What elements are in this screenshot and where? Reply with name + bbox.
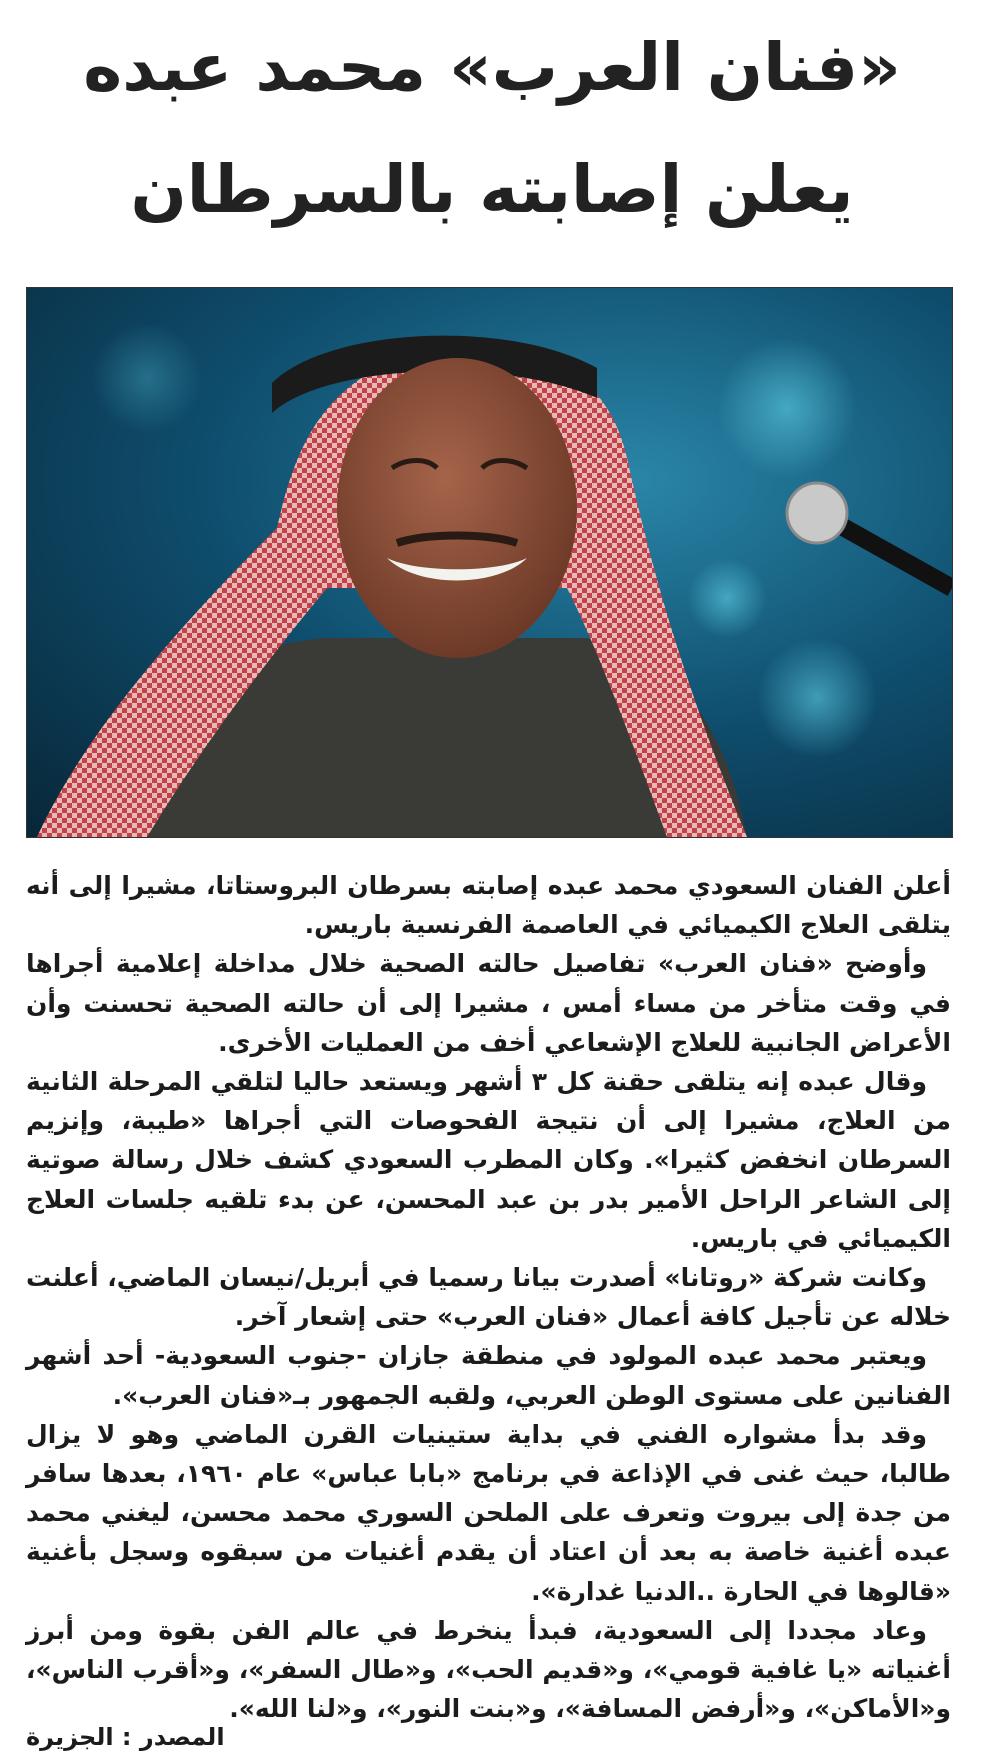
article-paragraph: أعلن الفنان السعودي محمد عبده إصابته بسرطان البروستاتا، مشيرا إلى أنه يتلقى العلاج الكيميائي في العاصمة الفرنسية باريس. — [26, 871, 951, 940]
article-paragraph: وكانت شركة «روتانا» أصدرت بيانا رسميا في أبريل/نيسان الماضي، أعلنت خلاله عن تأجيل كافة أعمال «فنان العرب» حتى إشعار آخر. — [26, 1263, 951, 1332]
article-paragraph: ويعتبر محمد عبده المولود في منطقة جازان -جنوب السعودية- أحد أشهر الفنانين على مستوى الوطن العربي، ولقبه الجمهور بـ«فنان العرب». — [26, 1341, 951, 1410]
article-paragraph: وقال عبده إنه يتلقى حقنة كل ٣ أشهر ويستعد حاليا لتلقي المرحلة الثانية من العلاج، مشيرا إلى أن نتيجة الفحوصات التي أجراها «طيبة، وإنزيم السرطان انخفض كثيرا». وكان المطرب السعودي كشف خلال رسالة صوتية إلى الشاعر الراحل الأمير بدر بن عبد المحسن، عن بدء تلقيه جلسات العلاج الكيميائي في باريس. — [26, 1067, 951, 1253]
headline-line-1: «فنان العرب» محمد عبده — [83, 29, 901, 106]
article-body — [26, 866, 951, 1728]
article-paragraph: وأوضح «فنان العرب» تفاصيل حالته الصحية خلال مداخلة إعلامية أجراها في وقت متأخر من مساء أمس ، مشيرا إلى أن حالته الصحية تحسنت وأن الأعراض الجانبية للعلاج الإشعاعي أخف من العمليات الأخرى. — [26, 949, 951, 1057]
source-credit: المصدر : الجزيرة — [26, 1723, 225, 1751]
article-photo — [26, 287, 953, 838]
article-paragraph: وقد بدأ مشواره الفني في بداية ستينيات القرن الماضي وهو لا يزال طالبا، حيث غنى في الإذاعة في برنامج «بابا عباس» عام ١٩٦٠، بعدها سافر من جدة إلى بيروت وتعرف على الملحن السوري محمد محسن، ليغني محمد عبده أغنية خاصة به بعد أن اعتاد أن يقدم أغنيات من سبقوه وسجل بأغنية «قالوها في الحارة ..الدنيا غدارة». — [26, 1419, 951, 1606]
singer-portrait-icon — [27, 288, 952, 837]
article-paragraph: وعاد مجددا إلى السعودية، فبدأ ينخرط في عالم الفن بقوة ومن أبرز أغنياته «يا غافية قومي»، و«قديم الحب»، و«طال السفر»، و«أقرب الناس»، و«الأماكن»، و«أرفض المسافة»، و«بنت النور»، و«لنا الله». — [26, 1615, 951, 1724]
headline-line-2: يعلن إصابته بالسرطان — [130, 151, 854, 228]
headline — [0, 18, 984, 240]
